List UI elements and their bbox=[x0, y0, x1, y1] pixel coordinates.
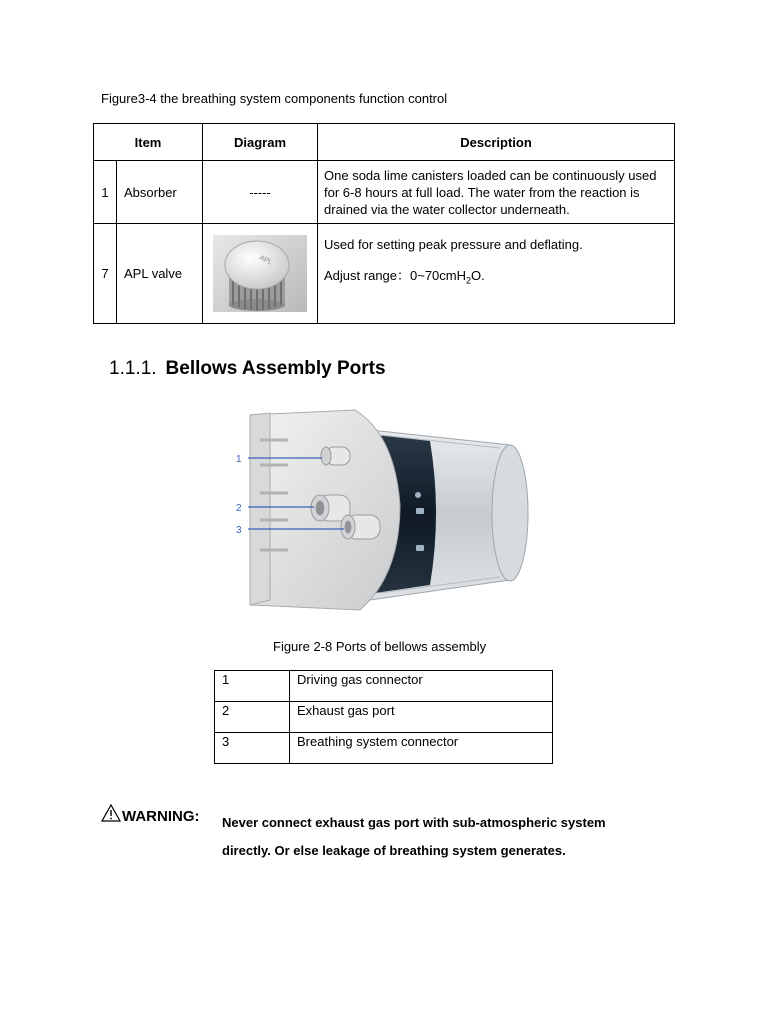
warning-label-text: WARNING: bbox=[122, 808, 200, 825]
header-item: Item bbox=[94, 124, 203, 161]
row-item: Absorber bbox=[117, 161, 203, 224]
components-table bbox=[93, 123, 675, 324]
section-number: 1.1.1. bbox=[109, 358, 157, 379]
row-number: 7 bbox=[94, 224, 117, 324]
port-name: Driving gas connector bbox=[290, 671, 553, 702]
table-row bbox=[215, 702, 553, 733]
bellows-assembly-image bbox=[230, 405, 530, 617]
port-name: Breathing system connector bbox=[290, 733, 553, 764]
ports-table bbox=[214, 670, 553, 764]
header-description: Description bbox=[318, 124, 675, 161]
section-heading bbox=[109, 358, 386, 380]
row-description bbox=[318, 224, 675, 324]
callout-1: 1 bbox=[236, 454, 242, 465]
port-number: 3 bbox=[215, 733, 290, 764]
warning-line-2: directly. Or else leakage of breathing system generates. bbox=[222, 843, 566, 858]
warning-line-1: Never connect exhaust gas port with sub-atmospheric system bbox=[222, 815, 606, 830]
row-number: 1 bbox=[94, 161, 117, 224]
callout-3: 3 bbox=[236, 525, 242, 536]
warning-triangle-icon bbox=[101, 804, 121, 822]
table-row bbox=[215, 671, 553, 702]
port-number: 1 bbox=[215, 671, 290, 702]
figure-caption-mid: Figure 2-8 Ports of bellows assembly bbox=[273, 639, 487, 654]
table-header-row bbox=[94, 124, 675, 161]
row-diagram bbox=[203, 224, 318, 324]
port-number: 2 bbox=[215, 702, 290, 733]
port-name: Exhaust gas port bbox=[290, 702, 553, 733]
apl-description-line1: Used for setting peak pressure and deflating. bbox=[324, 237, 583, 252]
figure-caption-top: Figure3-4 the breathing system components function control bbox=[101, 91, 448, 106]
apl-valve-image bbox=[213, 235, 307, 312]
row-item: APL valve bbox=[117, 224, 203, 324]
apl-knob-label: APL bbox=[258, 254, 274, 267]
warning-text bbox=[222, 809, 652, 865]
table-row bbox=[215, 733, 553, 764]
callout-2: 2 bbox=[236, 503, 242, 514]
row-description: One soda lime canisters loaded can be continuously used for 6-8 hours at full load. The water from the reaction is drained via the water collector underneath. bbox=[318, 161, 675, 224]
table-row bbox=[94, 224, 675, 324]
row-diagram: ----- bbox=[203, 161, 318, 224]
apl-adjust-range: Adjust range：0~70cmH$_2$O. bbox=[324, 268, 485, 286]
header-diagram: Diagram bbox=[203, 124, 318, 161]
warning-label bbox=[101, 804, 200, 825]
section-title: Bellows Assembly Ports bbox=[165, 358, 386, 379]
table-row bbox=[94, 161, 675, 224]
